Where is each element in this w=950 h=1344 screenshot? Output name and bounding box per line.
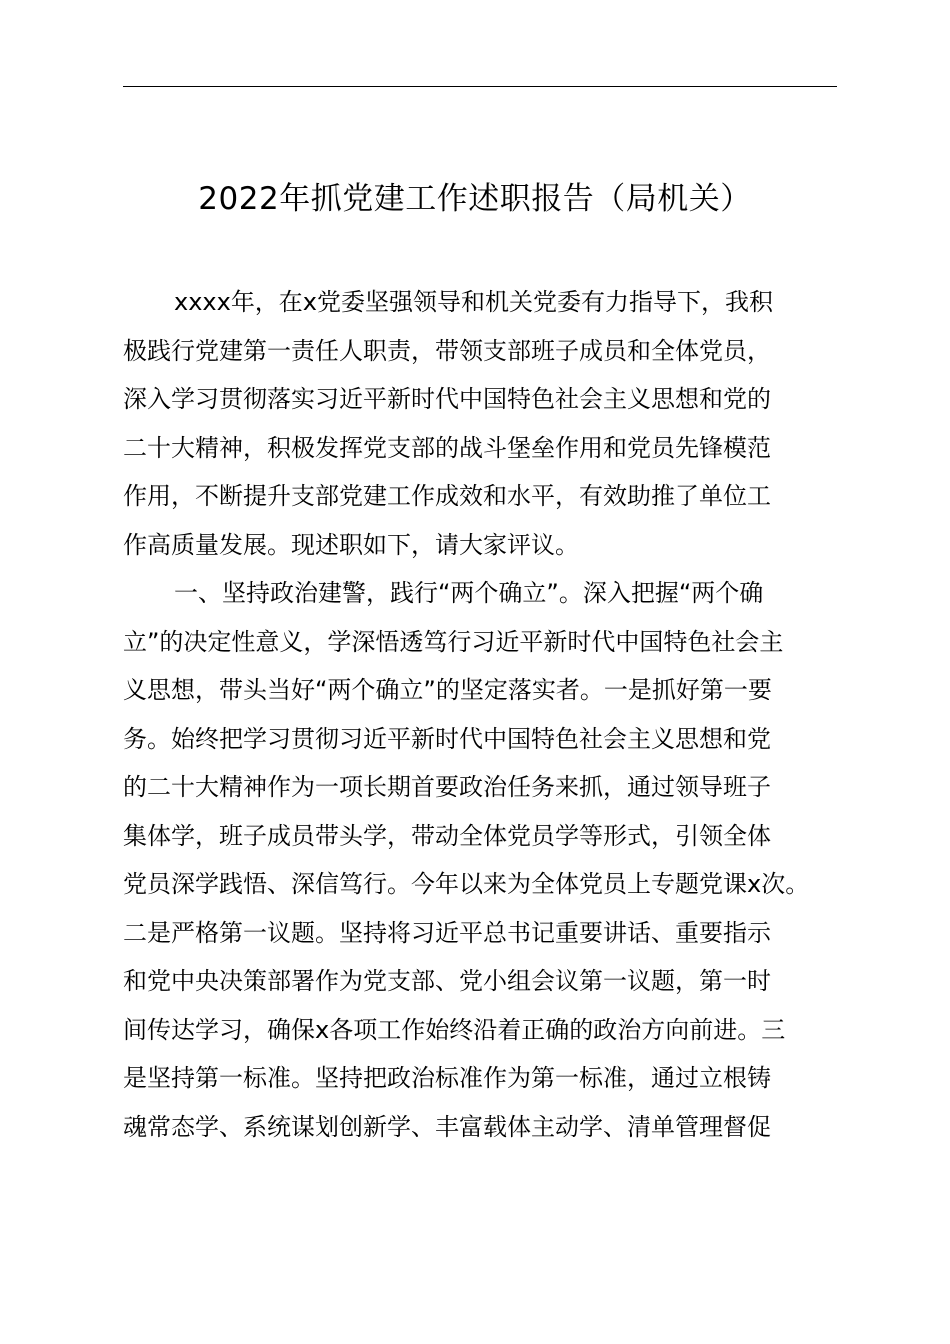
body-line: 作用，不断提升支部党建工作成效和水平，有效助推了单位工 [123, 482, 771, 510]
body-line: xxxx年，在x党委坚强领导和机关党委有力指导下，我积 [174, 288, 774, 316]
body-line: 立”的决定性意义，学深悟透笃行习近平新时代中国特色社会主 [123, 627, 784, 656]
body-line: 深入学习贯彻落实习近平新时代中国特色社会主义思想和党的 [123, 385, 771, 413]
body-line: 是坚持第一标准。坚持把政治标准作为第一标准，通过立根铸 [123, 1064, 771, 1092]
body-line: 极践行党建第一责任人职责，带领支部班子成员和全体党员， [123, 336, 771, 365]
body-line: 的二十大精神作为一项长期首要政治任务来抓，通过领导班子 [123, 773, 771, 801]
header-rule [123, 86, 837, 87]
body-line: 集体学，班子成员带头学，带动全体党员学等形式，引领全体 [123, 821, 771, 850]
body-line: 义思想，带头当好“两个确立”的坚定落实者。一是抓好第一要 [123, 676, 772, 704]
body-line: 间传达学习，确保x各项工作始终沿着正确的政治方向前进。三 [123, 1015, 786, 1044]
body-line: 二是严格第一议题。坚持将习近平总书记重要讲话、重要指示 [123, 918, 771, 947]
body-line: 一、坚持政治建警，践行“两个确立”。深入把握“两个确 [174, 579, 764, 607]
body-line: 魂常态学、系统谋划创新学、丰富载体主动学、清单管理督促 [123, 1112, 771, 1141]
body-line: 党员深学践悟、深信笃行。今年以来为全体党员上专题党课x次。 [123, 870, 810, 898]
body-line: 和党中央决策部署作为党支部、党小组会议第一议题，第一时 [123, 967, 771, 995]
document-body [123, 278, 883, 1151]
body-line: 务。始终把学习贯彻习近平新时代中国特色社会主义思想和党 [123, 724, 771, 753]
document-title: 2022年抓党建工作述职报告（局机关） [198, 181, 752, 217]
body-line: 作高质量发展。现述职如下，请大家评议。 [123, 530, 579, 559]
body-line: 二十大精神，积极发挥党支部的战斗堡垒作用和党员先锋模范 [123, 433, 771, 462]
